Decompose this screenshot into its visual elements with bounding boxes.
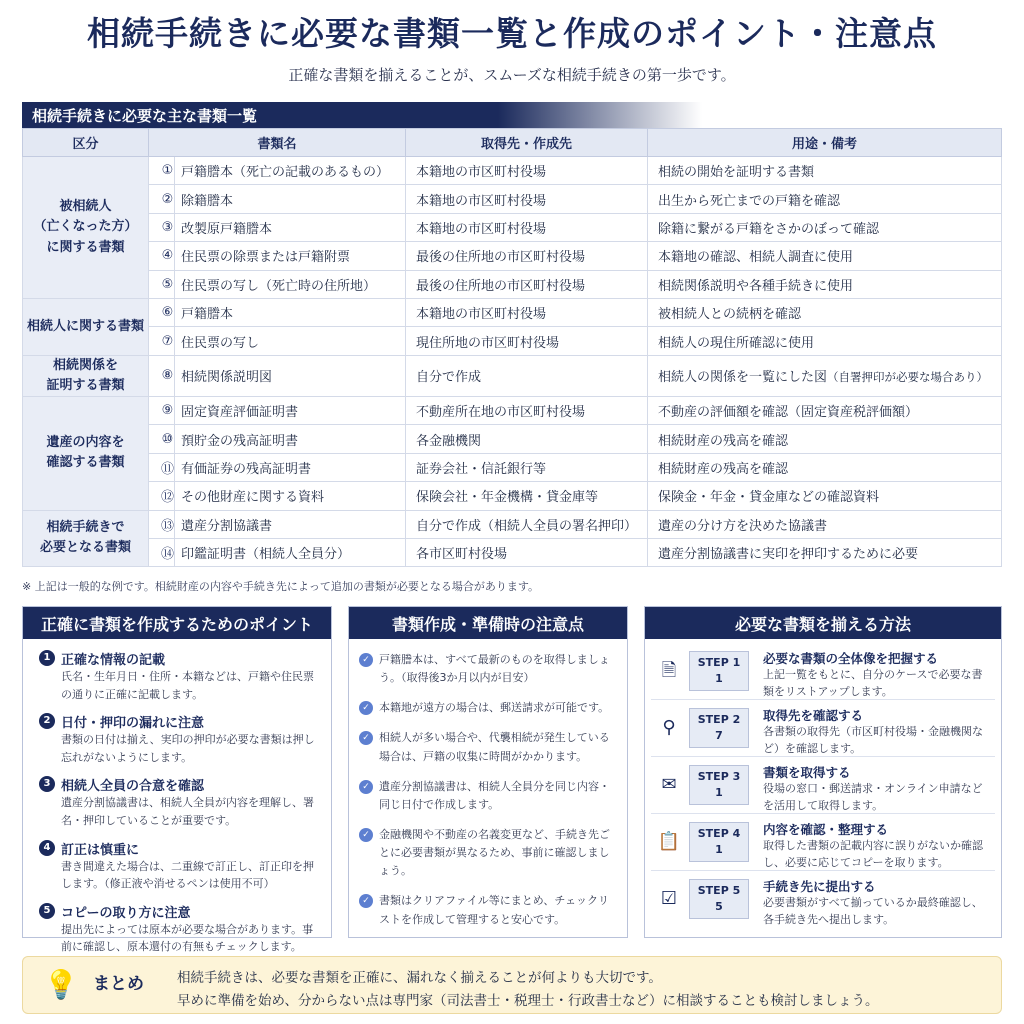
document-name: 固定資産評価証明書 xyxy=(175,397,406,425)
column-header: 書類名 xyxy=(149,129,406,157)
summary-body xyxy=(177,967,878,1013)
point-body: 書き間違えた場合は、二重線で訂正し、訂正印を押します。（修正液や消せるペンは使用不可） xyxy=(61,859,314,891)
table-section-header: 相続手続きに必要な主な書類一覧 xyxy=(22,102,702,128)
purpose-text: 遺産分割協議書に実印を押印するために必要 xyxy=(658,547,919,563)
steps-panel-title: 必要な書類を揃える方法 xyxy=(645,607,1001,639)
document-source: 現住所地の市区町村役場 xyxy=(405,327,647,355)
row-number: ⑦ xyxy=(149,327,175,355)
column-header: 区分 xyxy=(23,129,149,157)
caution-item xyxy=(349,699,619,717)
page-subtitle: 正確な書類を揃えることが、スムーズな相続手続きの第一歩です。 xyxy=(288,66,736,84)
points-panel xyxy=(22,606,332,954)
table-row xyxy=(23,327,1002,355)
document-purpose xyxy=(648,327,1002,355)
document-purpose xyxy=(648,397,1002,425)
purpose-text: 被相続人との続柄を確認 xyxy=(658,307,802,323)
step-item xyxy=(651,757,995,814)
document-purpose xyxy=(648,242,1002,270)
category-cell: 相続関係を 証明する書類 xyxy=(23,355,149,396)
caution-text: 相続人が多い場合や、代襲相続が発生している場合は、戸籍の収集に時間がかかります。 xyxy=(379,731,610,763)
row-number: ⑨ xyxy=(149,397,175,425)
point-body: 書類の日付は揃え、実印の押印が必要な書類は押し忘れがないようにします。 xyxy=(61,733,315,764)
purpose-text: 出生から死亡までの戸籍を確認 xyxy=(658,193,841,209)
row-number: ⑥ xyxy=(149,298,175,326)
step-text xyxy=(763,763,991,814)
purpose-text: 相続関係説明や各種手続きに使用 xyxy=(658,278,854,294)
step-sub: 1 xyxy=(715,672,723,685)
caution-item xyxy=(349,826,619,880)
document-source: 自分で作成 xyxy=(405,355,647,396)
number-badge: 5 xyxy=(39,903,55,919)
purpose-text: 本籍地の確認、相続人調査に使用 xyxy=(658,250,854,266)
table-header-row xyxy=(23,129,1002,157)
step-badge xyxy=(689,765,749,805)
document-purpose xyxy=(648,510,1002,538)
row-number: ① xyxy=(149,157,175,185)
purpose-text: 相続人の関係を一覧にした図 xyxy=(658,370,828,386)
step-sub: 1 xyxy=(715,843,723,856)
point-title: 相続人全員の合意を確認 xyxy=(61,779,205,795)
step-body: 取得した書類の記載内容に誤りがないか確認し、必要に応じてコピーを取ります。 xyxy=(763,839,983,869)
cautions-panel xyxy=(348,606,628,938)
document-name: 預貯金の残高証明書 xyxy=(175,425,406,453)
envelope-icon: ✉ xyxy=(661,774,677,795)
table-row xyxy=(23,425,1002,453)
step-sub: 1 xyxy=(715,786,723,799)
document-source: 各金融機関 xyxy=(405,425,647,453)
table-footnote: ※ 上記は一般的な例です。相続財産の内容や手続き先によって追加の書類が必要となる場合があります。 xyxy=(22,580,539,593)
check-icon: ✓ xyxy=(359,731,373,745)
step-label: STEP 3 xyxy=(697,770,741,783)
check-icon: ✓ xyxy=(359,780,373,794)
category-cell: 相続手続きで 必要となる書類 xyxy=(23,510,149,567)
location-pin-icon: ⚲ xyxy=(662,717,676,738)
step-label: STEP 5 xyxy=(697,884,741,897)
document-source: 本籍地の市区町村役場 xyxy=(405,157,647,185)
documents-table xyxy=(22,128,1002,567)
row-number: ④ xyxy=(149,242,175,270)
check-icon: ✓ xyxy=(359,828,373,842)
step-title: 書類を取得する xyxy=(763,765,851,780)
purpose-text: 保険金・年金・貸金庫などの確認資料 xyxy=(658,490,880,506)
step-title: 内容を確認・整理する xyxy=(763,822,889,837)
step-title: 手続き先に提出する xyxy=(763,879,876,894)
point-item xyxy=(31,902,323,956)
summary-label: まとめ xyxy=(93,974,144,994)
purpose-text: 相続の開始を証明する書類 xyxy=(658,165,815,181)
cautions-panel-title: 書類作成・準備時の注意点 xyxy=(349,607,627,639)
document-purpose xyxy=(648,270,1002,298)
step-label: STEP 2 xyxy=(697,713,741,726)
point-item xyxy=(31,839,323,893)
category-cell: 相続人に関する書類 xyxy=(23,298,149,355)
point-title: 正確な情報の記載 xyxy=(61,653,166,668)
document-name: 住民票の除票または戸籍附票 xyxy=(175,242,406,270)
table-row xyxy=(23,355,1002,396)
step-body: 役場の窓口・郵送請求・オンライン申請などを活用して取得します。 xyxy=(763,782,983,812)
row-number: ⑧ xyxy=(149,355,175,396)
summary-line: 相続手続きは、必要な書類を正確に、漏れなく揃えることが何よりも大切です。 xyxy=(177,970,662,986)
document-name: 改製原戸籍謄本 xyxy=(175,213,406,241)
document-purpose xyxy=(648,298,1002,326)
step-text xyxy=(763,649,991,700)
number-badge: 2 xyxy=(39,713,55,729)
document-source: 保険会社・年金機構・貸金庫等 xyxy=(405,482,647,510)
document-name: 相続関係説明図 xyxy=(175,355,406,396)
document-purpose xyxy=(648,425,1002,453)
document-name: 戸籍謄本 xyxy=(175,298,406,326)
step-title: 取得先を確認する xyxy=(763,708,864,723)
point-title: 日付・押印の漏れに注意 xyxy=(61,716,205,732)
point-title: 訂正は慎重に xyxy=(61,842,140,858)
document-name: 遺産分割協議書 xyxy=(175,510,406,538)
caution-item xyxy=(349,729,619,765)
document-name: 印鑑証明書（相続人全員分） xyxy=(175,538,406,566)
caution-text: 本籍地が遠方の場合は、郵送請求が可能です。 xyxy=(379,701,610,715)
step-sub: 7 xyxy=(715,729,723,742)
column-header: 用途・備考 xyxy=(648,129,1002,157)
document-name: 住民票の写し xyxy=(175,327,406,355)
checkbox-icon: ☑ xyxy=(660,888,678,909)
document-purpose xyxy=(648,453,1002,481)
document-source: 本籍地の市区町村役場 xyxy=(405,213,647,241)
step-text xyxy=(763,820,991,871)
table-row xyxy=(23,482,1002,510)
page-title: 相続手続きに必要な書類一覧と作成のポイント・注意点 xyxy=(87,14,937,53)
purpose-text: 相続人の現住所確認に使用 xyxy=(658,335,815,351)
row-number: ⑪ xyxy=(149,453,175,481)
purpose-text: 遺産の分け方を決めた協議書 xyxy=(658,518,828,534)
steps-panel xyxy=(644,606,1002,938)
row-number: ⑭ xyxy=(149,538,175,566)
caution-text: 戸籍謄本は、すべて最新のものを取得しましょう。（取得後3か月以内が目安） xyxy=(379,653,610,685)
table-row xyxy=(23,213,1002,241)
row-number: ② xyxy=(149,185,175,213)
number-badge: 4 xyxy=(39,840,55,856)
table-row xyxy=(23,453,1002,481)
document-name: 除籍謄本 xyxy=(175,185,406,213)
step-label: STEP 1 xyxy=(697,656,741,669)
document-purpose xyxy=(648,482,1002,510)
caution-text: 遺産分割協議書は、相続人全員分を同じ内容・同じ日付で作成します。 xyxy=(379,779,610,811)
row-number: ⑫ xyxy=(149,482,175,510)
purpose-text: 相続財産の残高を確認 xyxy=(658,461,789,477)
number-badge: 3 xyxy=(39,776,55,792)
check-icon: ✓ xyxy=(359,701,373,715)
step-body: 必要書類がすべて揃っているか最終確認し、各手続き先へ提出します。 xyxy=(763,896,983,926)
table-row xyxy=(23,298,1002,326)
table-row xyxy=(23,242,1002,270)
document-source: 本籍地の市区町村役場 xyxy=(405,298,647,326)
point-body: 氏名・生年月日・住所・本籍などは、戸籍や住民票の通りに正確に記載します。 xyxy=(61,670,314,701)
number-badge: 1 xyxy=(39,650,55,666)
purpose-text: 相続財産の残高を確認 xyxy=(658,433,789,449)
point-title: コピーの取り方に注意 xyxy=(61,905,191,921)
table-row xyxy=(23,538,1002,566)
document-purpose xyxy=(648,355,1002,396)
point-body: 提出先によっては原本が必要な場合があります。事前に確認し、原本還付の有無もチェックします。 xyxy=(61,922,314,954)
table-row xyxy=(23,510,1002,538)
point-item xyxy=(31,775,323,829)
purpose-text: 除籍に繋がる戸籍をさかのぼって確認 xyxy=(658,221,880,237)
table-row xyxy=(23,157,1002,185)
table-row xyxy=(23,397,1002,425)
step-item xyxy=(651,643,995,700)
document-name: 住民票の写し（死亡時の住所地） xyxy=(175,270,406,298)
document-purpose xyxy=(648,213,1002,241)
document-purpose xyxy=(648,157,1002,185)
document-name: 有価証券の残高証明書 xyxy=(175,453,406,481)
summary-box xyxy=(22,956,1002,1014)
check-icon: ✓ xyxy=(359,653,373,667)
document-purpose xyxy=(648,538,1002,566)
step-badge xyxy=(689,822,749,862)
document-source: 自分で作成（相続人全員の署名押印） xyxy=(405,510,647,538)
step-text xyxy=(763,706,991,757)
step-badge xyxy=(689,708,749,748)
step-sub: 5 xyxy=(715,900,723,913)
document-source: 最後の住所地の市区町村役場 xyxy=(405,270,647,298)
caution-item xyxy=(349,651,619,687)
document-source: 不動産所在地の市区町村役場 xyxy=(405,397,647,425)
check-icon: ✓ xyxy=(359,894,373,908)
caution-text: 書類はクリアファイル等にまとめ、チェックリストを作成して管理すると安心です。 xyxy=(379,894,610,926)
step-item xyxy=(651,871,995,928)
document-name: 戸籍謄本（死亡の記載のあるもの） xyxy=(175,157,406,185)
caution-item xyxy=(349,778,619,814)
clipboard-icon: 📋 xyxy=(657,831,681,852)
purpose-note: （自署押印が必要な場合あり） xyxy=(827,370,989,385)
caution-text: 金融機関や不動産の名義変更など、手続き先ごとに必要書類が異なるため、事前に確認しましょう。 xyxy=(379,827,610,878)
caution-item xyxy=(349,892,619,928)
table-row xyxy=(23,270,1002,298)
document-source: 本籍地の市区町村役場 xyxy=(405,185,647,213)
category-cell: 被相続人 （亡くなった方） に関する書類 xyxy=(23,157,149,299)
point-body: 遺産分割協議書は、相続人全員が内容を理解し、署名・押印していることが重要です。 xyxy=(61,796,314,827)
row-number: ⑤ xyxy=(149,270,175,298)
category-cell: 遺産の内容を 確認する書類 xyxy=(23,397,149,511)
purpose-text: 不動産の評価額を確認（固定資産税評価額） xyxy=(658,405,919,421)
point-item xyxy=(31,649,323,703)
document-source: 最後の住所地の市区町村役場 xyxy=(405,242,647,270)
points-panel-title: 正確に書類を作成するためのポイント xyxy=(23,607,331,639)
row-number: ③ xyxy=(149,213,175,241)
step-text xyxy=(763,877,991,928)
row-number: ⑩ xyxy=(149,425,175,453)
document-source: 証券会社・信託銀行等 xyxy=(405,453,647,481)
step-badge xyxy=(689,651,749,691)
step-title: 必要な書類の全体像を把握する xyxy=(763,651,939,666)
step-badge xyxy=(689,879,749,919)
lightbulb-icon: 💡 xyxy=(43,968,79,1001)
step-body: 各書類の取得先（市区町村役場・金融機関など）を確認します。 xyxy=(763,725,983,755)
summary-line: 早めに準備を始め、分からない点は専門家（司法書士・税理士・行政書士など）に相談することも検討しましょう。 xyxy=(177,992,879,1009)
document-purpose xyxy=(648,185,1002,213)
step-body: 上記一覧をもとに、自分のケースで必要な書類をリストアップします。 xyxy=(763,668,983,698)
document-source: 各市区町村役場 xyxy=(405,538,647,566)
document-icon: 🗎 xyxy=(661,660,677,681)
column-header: 取得先・作成先 xyxy=(405,129,647,157)
table-row xyxy=(23,185,1002,213)
step-item xyxy=(651,814,995,871)
step-item xyxy=(651,700,995,757)
row-number: ⑬ xyxy=(149,510,175,538)
point-item xyxy=(31,712,323,766)
step-label: STEP 4 xyxy=(697,827,741,840)
document-name: その他財産に関する資料 xyxy=(175,482,406,510)
